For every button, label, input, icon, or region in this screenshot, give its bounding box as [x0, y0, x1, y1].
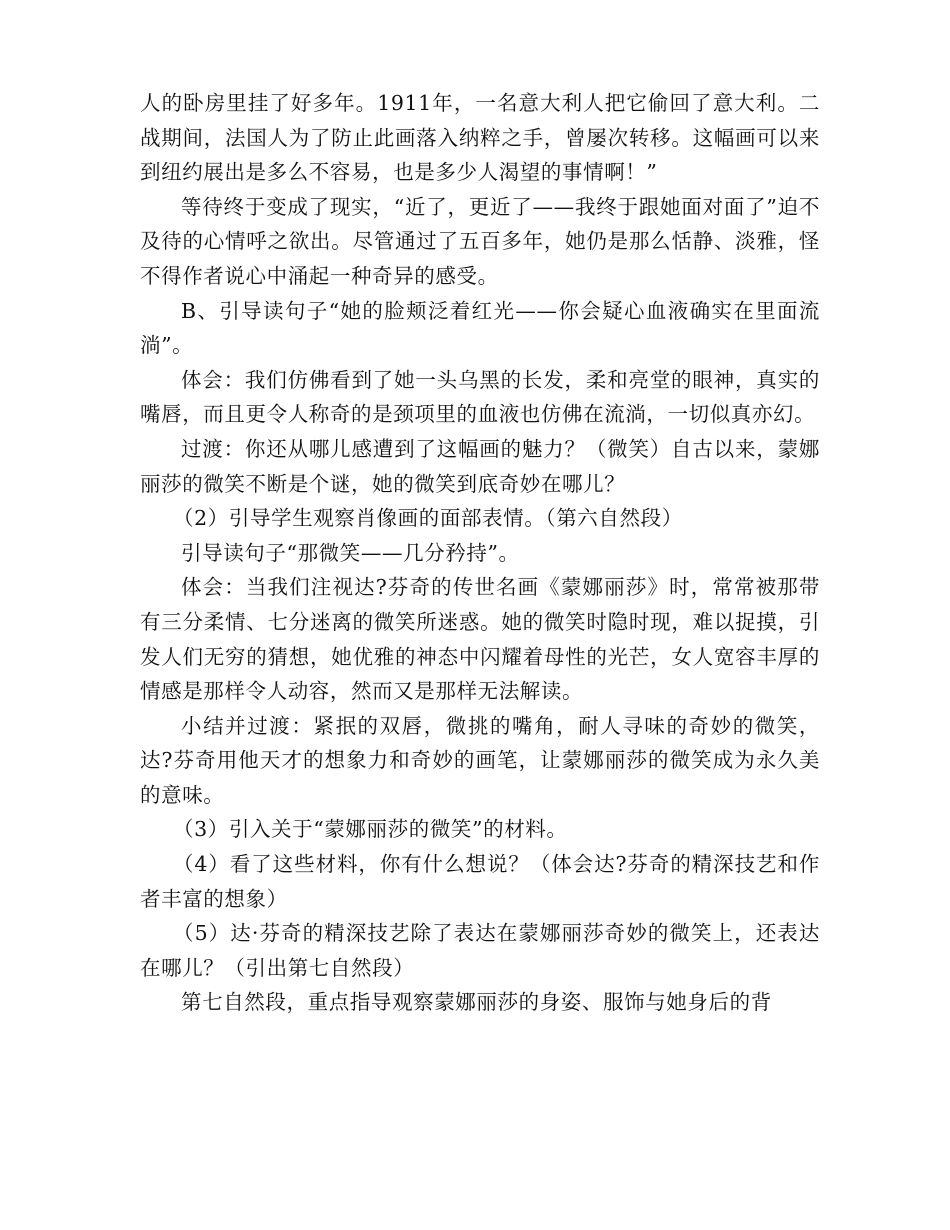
paragraph-transition: 过渡：你还从哪儿感遭到了这幅画的魅力？（微笑）自古以来，蒙娜丽莎的微笑不断是个谜，她的微笑到底奇妙在哪儿？: [140, 436, 820, 496]
paragraph-step-4: （4）看了这些材料，你有什么想说？（体会达?芬奇的精深技艺和作者丰富的想象）: [140, 852, 820, 911]
paragraph-continued: 人的卧房里挂了好多年。1911年，一名意大利人把它偷回了意大利。二战期间，法国人为了防止此画落入纳粹之手，曾屡次转移。这幅画可以来到纽约展出是多么不容易，也是多少人渴望的事情啊！”: [140, 91, 820, 185]
paragraph-step-3: （3）引入关于“蒙娜丽莎的微笑”的材料。: [173, 817, 568, 842]
paragraph-seventh: 第七自然段，重点指导观察蒙娜丽莎的身姿、服饰与她身后的背: [181, 990, 772, 1015]
paragraph-summary: 小结并过渡：紧抿的双唇，微挑的嘴角，耐人寻味的奇妙的微笑，达?芬奇用他天才的想象力和奇妙的画笔，让蒙娜丽莎的微笑成为永久美的意味。: [140, 713, 820, 807]
paragraph-guide-b: B、引导读句子“她的脸颊泛着红光——你会疑心血液确实在里面流淌”。: [140, 298, 820, 358]
paragraph-step-5: （5）达·芬奇的精深技艺除了表达在蒙娜丽莎奇妙的微笑上，还表达在哪儿？（引出第七自然段）: [140, 921, 820, 980]
paragraph-reality: 等待终于变成了现实，“近了，更近了——我终于跟她面对面了”迫不及待的心情呼之欲出。尽管通过了五百多年，她仍是那么恬静、淡雅，怪不得作者说心中涌起一种奇异的感受。: [140, 194, 820, 288]
paragraph-experience-1: 体会：我们仿佛看到了她一头乌黑的长发，柔和亮堂的眼神，真实的嘴唇，而且更令人称奇的是颈项里的血液也仿佛在流淌，一切似真亦幻。: [140, 367, 820, 427]
paragraph-guide-smile: 引导读句子“那微笑——几分矜持”。: [181, 540, 520, 565]
paragraph-experience-2: 体会：当我们注视达?芬奇的传世名画《蒙娜丽莎》时，常常被那带有三分柔情、七分迷离的微笑所迷惑。她的微笑时隐时现，难以捉摸，引发人们无穷的猜想，她优雅的神态中闪耀着母性的光芒，女人宽容丰厚的情感是那样令人动容，然而又是那样无法解读。: [140, 575, 820, 704]
document-body: [140, 86, 820, 1020]
paragraph-step-2: （2）引导学生观察肖像画的面部表情。（第六自然段）: [173, 506, 683, 531]
